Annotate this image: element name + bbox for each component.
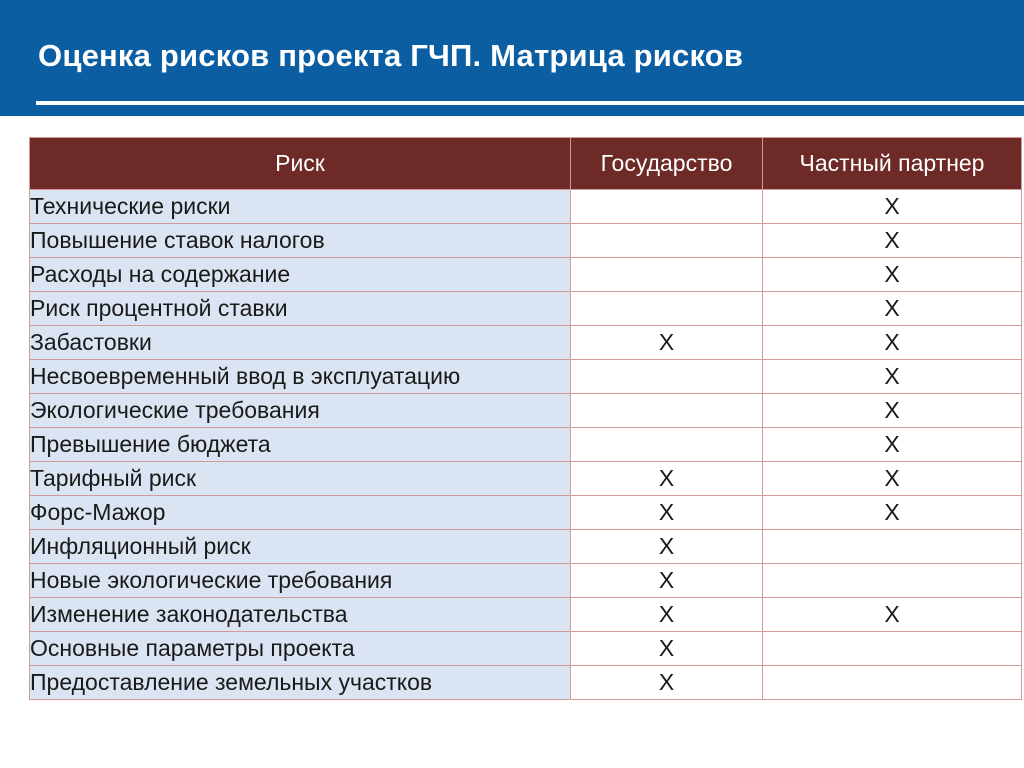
risk-name-cell: Забастовки [30,326,571,360]
risk-name-cell: Тарифный риск [30,462,571,496]
state-mark-cell [571,190,763,224]
private-partner-mark-cell: X [763,462,1022,496]
state-mark-cell [571,394,763,428]
header-bar [0,0,1024,116]
page-title: Оценка рисков проекта ГЧП. Матрица рисков [38,38,744,73]
column-header-private-partner: Частный партнер [763,138,1022,190]
table-row [30,360,1022,394]
private-partner-mark-cell [763,666,1022,700]
risk-name-cell: Экологические требования [30,394,571,428]
table-row [30,326,1022,360]
state-mark-cell [571,258,763,292]
risk-name-cell: Инфляционный риск [30,530,571,564]
table-body [30,190,1022,700]
table-row [30,258,1022,292]
risk-name-cell: Повышение ставок налогов [30,224,571,258]
table-header-row [30,138,1022,190]
column-header-state: Государство [571,138,763,190]
state-mark-cell: X [571,496,763,530]
table-row [30,530,1022,564]
risk-name-cell: Риск процентной ставки [30,292,571,326]
column-header-risk: Риск [30,138,571,190]
table-row [30,564,1022,598]
private-partner-mark-cell [763,632,1022,666]
state-mark-cell [571,224,763,258]
private-partner-mark-cell: X [763,360,1022,394]
table-row [30,394,1022,428]
table-row [30,666,1022,700]
private-partner-mark-cell: X [763,190,1022,224]
table-row [30,598,1022,632]
risk-name-cell: Расходы на содержание [30,258,571,292]
state-mark-cell [571,428,763,462]
table-row [30,292,1022,326]
state-mark-cell [571,292,763,326]
private-partner-mark-cell: X [763,428,1022,462]
risk-name-cell: Несвоевременный ввод в эксплуатацию [30,360,571,394]
table-row [30,190,1022,224]
private-partner-mark-cell: X [763,598,1022,632]
table-row [30,428,1022,462]
private-partner-mark-cell: X [763,326,1022,360]
table-row [30,224,1022,258]
state-mark-cell: X [571,530,763,564]
risk-name-cell: Предоставление земельных участков [30,666,571,700]
risk-name-cell: Технические риски [30,190,571,224]
table-row [30,462,1022,496]
table-row [30,496,1022,530]
private-partner-mark-cell: X [763,292,1022,326]
state-mark-cell: X [571,632,763,666]
private-partner-mark-cell: X [763,258,1022,292]
state-mark-cell: X [571,326,763,360]
table-row [30,632,1022,666]
risk-matrix-table [29,137,1022,700]
state-mark-cell [571,360,763,394]
state-mark-cell: X [571,462,763,496]
private-partner-mark-cell [763,530,1022,564]
state-mark-cell: X [571,598,763,632]
risk-name-cell: Превышение бюджета [30,428,571,462]
private-partner-mark-cell: X [763,394,1022,428]
private-partner-mark-cell: X [763,224,1022,258]
state-mark-cell: X [571,666,763,700]
private-partner-mark-cell: X [763,496,1022,530]
risk-name-cell: Форс-Мажор [30,496,571,530]
private-partner-mark-cell [763,564,1022,598]
risk-name-cell: Основные параметры проекта [30,632,571,666]
risk-name-cell: Новые экологические требования [30,564,571,598]
risk-name-cell: Изменение законодательства [30,598,571,632]
title-underline [36,101,1024,105]
state-mark-cell: X [571,564,763,598]
